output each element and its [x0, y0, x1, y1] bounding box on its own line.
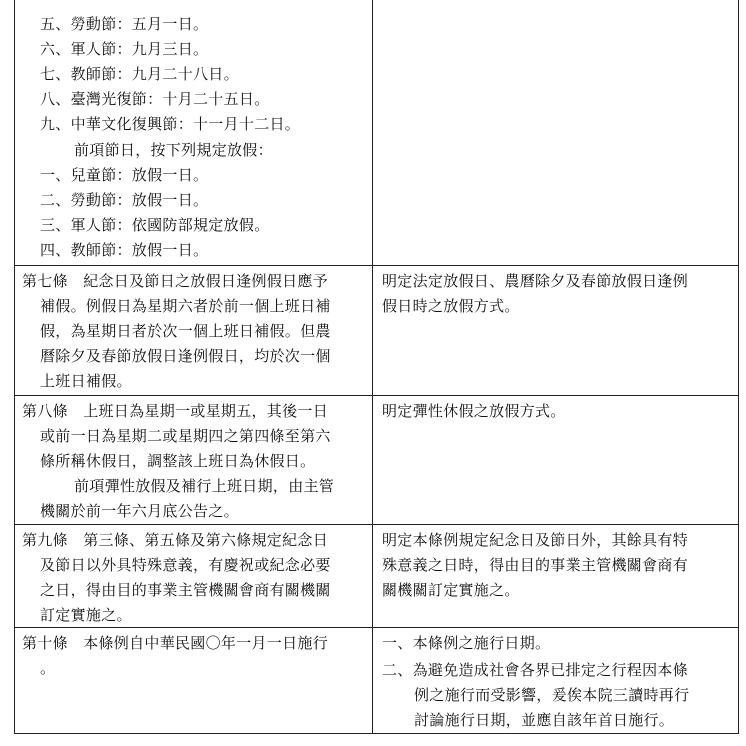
article-text-line: 條所稱休假日，調整該上班日為休假日。 [40, 452, 316, 470]
explanation-list-item: 一、本條例之施行日期。 [382, 634, 551, 652]
explanation-text-line: 明定彈性休假之放假方式。 [382, 402, 566, 420]
column-divider [372, 0, 373, 734]
explanation-text-line: 關機關訂定實施之。 [382, 581, 520, 599]
row-divider [14, 265, 739, 266]
explanation-list-item: 二、為避免造成社會各界已排定之行程因本條 [382, 661, 689, 679]
article-text-line: 假，為星期日者於次一個上班日補假。但農 [40, 322, 331, 340]
article-text-line: 。 [40, 659, 56, 677]
table-border-bottom [14, 733, 739, 734]
explanation-list-item: 討論施行日期，並應自該年首日施行。 [414, 711, 675, 729]
article-text-line: 第八條 上班日為星期一或星期五，其後一日 [22, 402, 329, 420]
article-text-line: 之日，得由目的事業主管機關會商有關機關 [40, 581, 331, 599]
article-text-line: 第七條 紀念日及節日之放假日逢例假日應予 [22, 272, 329, 290]
table-border-left [14, 0, 15, 734]
article-text-line: 前項彈性放假及補行上班日期，由主管 [74, 477, 335, 495]
table-border-right [738, 0, 739, 734]
article-text-line: 及節日以外具特殊意義，有慶祝或紀念必要 [40, 556, 331, 574]
bill-comparison-table [14, 0, 740, 734]
explanation-text-line: 假日時之放假方式。 [382, 297, 520, 315]
list-item: 三、軍人節：依國防部規定放假。 [40, 216, 270, 234]
list-item: 五、勞動節：五月一日。 [40, 15, 209, 33]
explanation-text-line: 明定本條例規定紀念日及節日外，其餘具有特 [382, 531, 689, 549]
list-item: 六、軍人節：九月三日。 [40, 40, 209, 58]
explanation-text-line: 殊意義之日時，得由目的事業主管機關會商有 [382, 556, 689, 574]
article-text-line: 曆除夕及春節放假日逢例假日，均於次一個 [40, 347, 331, 365]
list-item: 九、中華文化復興節：十一月十二日。 [40, 115, 301, 133]
article-text-line: 或前一日為星期二或星期四之第四條至第六 [40, 427, 331, 445]
article-text-line: 上班日補假。 [40, 372, 132, 390]
list-item: 四、教師節：放假一日。 [40, 241, 209, 259]
article-text-line: 第九條 第三條、第五條及第六條規定紀念日 [22, 531, 329, 549]
row-divider [14, 395, 739, 396]
row-divider [14, 524, 739, 525]
paragraph-line: 前項節日，按下列規定放假： [74, 141, 273, 159]
article-text-line: 機關於前一年六月底公告之。 [40, 502, 239, 520]
list-item: 七、教師節：九月二十八日。 [40, 65, 239, 83]
explanation-text-line: 明定法定放假日、農曆除夕及春節放假日逢例 [382, 272, 689, 290]
row-divider [14, 627, 739, 628]
list-item: 二、勞動節：放假一日。 [40, 191, 209, 209]
article-text-line: 訂定實施之。 [40, 606, 132, 624]
article-text-line: 第十條 本條例自中華民國〇年一月一日施行 [22, 634, 329, 652]
list-item: 一、兒童節：放假一日。 [40, 166, 209, 184]
explanation-list-item: 例之施行而受影響，爰俟本院三讀時再行 [414, 686, 690, 704]
article-text-line: 補假。例假日為星期六者於前一個上班日補 [40, 297, 331, 315]
list-item: 八、臺灣光復節：十月二十五日。 [40, 90, 270, 108]
